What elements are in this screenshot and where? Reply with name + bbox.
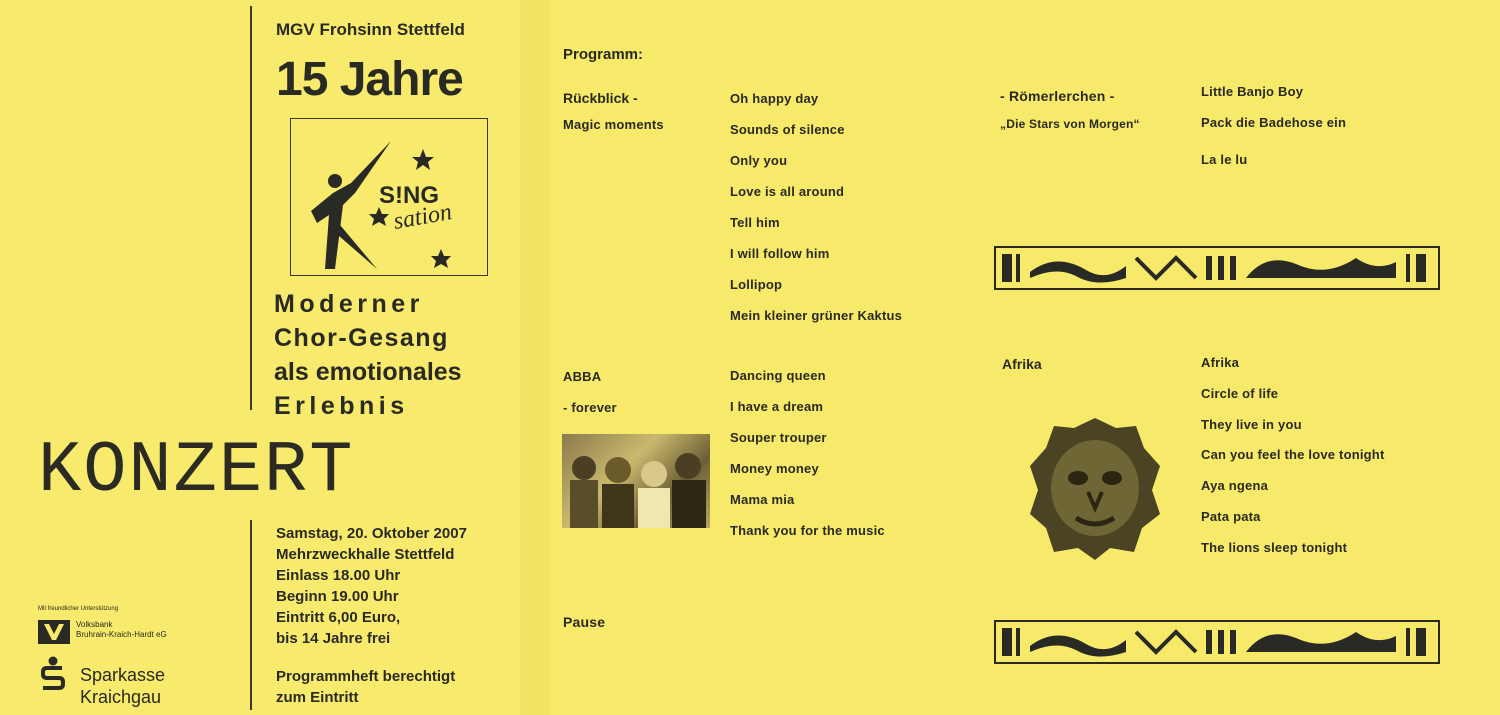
song: Mein kleiner grüner Kaktus (730, 308, 903, 323)
tagline-line-2: Chor-Gesang (274, 324, 449, 352)
song: Can you feel the love tonight (1201, 447, 1385, 462)
tagline-line-4: Erlebnis (274, 392, 409, 420)
svg-text:S!NG: S!NG (379, 182, 439, 209)
svg-text:sation: sation (391, 199, 454, 235)
sparkasse-logo-icon (40, 656, 66, 692)
tagline-line-3: als emotionales (274, 358, 462, 386)
anniversary-title: 15 Jahre (276, 53, 463, 106)
section-afrika-title: Afrika (1002, 356, 1042, 372)
song: Sounds of silence (730, 122, 845, 137)
event-date: Samstag, 20. Oktober 2007 (276, 525, 467, 542)
song: They live in you (1201, 417, 1302, 432)
song: The lions sleep tonight (1201, 540, 1348, 555)
abba-band-photo (562, 434, 710, 528)
section-abba-title: ABBA (563, 369, 602, 384)
pause-label: Pause (563, 614, 606, 630)
african-pattern-band (994, 620, 1440, 664)
song: Only you (730, 153, 788, 168)
song: La le lu (1201, 152, 1248, 167)
program-title: Programm: (563, 46, 644, 63)
song: I will follow him (730, 246, 830, 261)
song: Lollipop (730, 277, 783, 292)
volksbank-logo-icon (38, 620, 70, 644)
club-name: MGV Frohsinn Stettfeld (276, 20, 465, 39)
african-mask-icon (1026, 414, 1164, 562)
fold-shadow (520, 0, 550, 715)
volksbank-full-name: Bruhrain-Kraich-Hardt eG (76, 630, 167, 639)
sponsor-note: Mit freundlicher Unterstützung (38, 606, 119, 612)
section-rueckblick-title: Rückblick - (563, 90, 638, 106)
event-venue: Mehrzweckhalle Stettfeld (276, 546, 455, 563)
divider-line (250, 6, 252, 410)
song: Oh happy day (730, 91, 819, 106)
singsation-logo (290, 118, 488, 276)
ticket-note-1: Programmheft berechtigt (276, 668, 456, 685)
song: Pack die Badehose ein (1201, 115, 1347, 130)
section-roemerlerchen-subtitle: „Die Stars von Morgen“ (1000, 117, 1140, 131)
section-abba-subtitle: - forever (563, 400, 617, 415)
section-rueckblick-subtitle: Magic moments (563, 117, 664, 132)
song: Pata pata (1201, 509, 1261, 524)
sparkasse-region: Kraichgau (80, 687, 162, 707)
song: Dancing queen (730, 368, 826, 383)
sparkasse-name: Sparkasse (80, 665, 166, 685)
song: Money money (730, 461, 819, 476)
song: Souper trouper (730, 430, 827, 445)
singer-figure-icon (291, 119, 487, 275)
song: Little Banjo Boy (1201, 84, 1304, 99)
song: Afrika (1201, 355, 1240, 370)
volksbank-name: Volksbank (76, 620, 113, 629)
song: Tell him (730, 215, 780, 230)
event-price: Eintritt 6,00 Euro, (276, 609, 401, 626)
african-pattern-band (994, 246, 1440, 290)
ticket-note-2: zum Eintritt (276, 689, 359, 706)
event-price-children: bis 14 Jahre frei (276, 630, 391, 647)
section-roemerlerchen-title: - Römerlerchen - (1000, 88, 1115, 104)
song: Aya ngena (1201, 478, 1269, 493)
event-start-time: Beginn 19.00 Uhr (276, 588, 399, 605)
divider-line (250, 520, 252, 710)
song: Thank you for the music (730, 523, 885, 538)
song: I have a dream (730, 399, 824, 414)
event-entry-time: Einlass 18.00 Uhr (276, 567, 401, 584)
song: Love is all around (730, 184, 845, 199)
tagline-line-1: Moderner (274, 290, 424, 318)
song: Circle of life (1201, 386, 1279, 401)
song: Mama mia (730, 492, 795, 507)
konzert-heading: KONZERT (38, 430, 355, 512)
